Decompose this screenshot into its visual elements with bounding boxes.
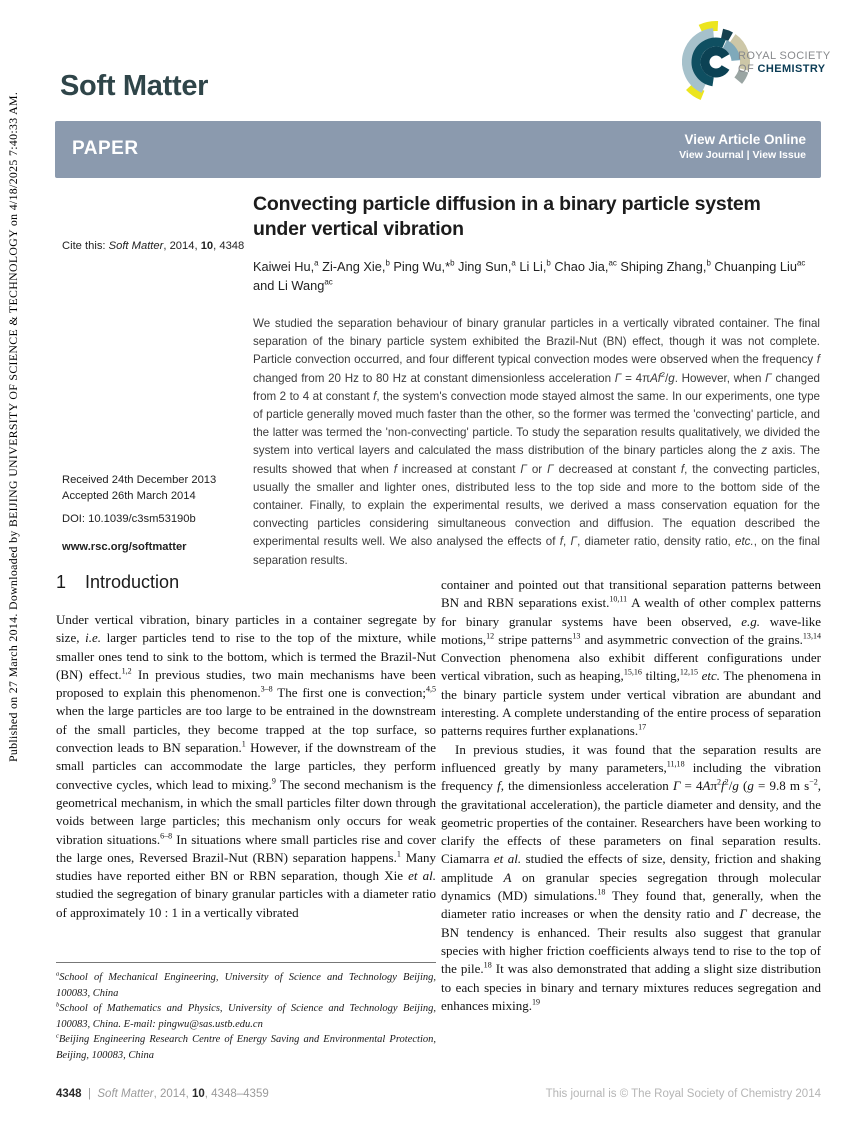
svg-text:OF CHEMISTRY bbox=[738, 63, 826, 75]
rsc-logo-text-of: OF bbox=[738, 63, 758, 75]
article-type-label: PAPER bbox=[72, 138, 139, 159]
doi-line: DOI: 10.1039/c3sm53190b bbox=[62, 513, 196, 525]
footer-page-citation: 4348 | Soft Matter, 2014, 10, 4348–4359 bbox=[56, 1088, 269, 1100]
affiliation-footnotes bbox=[56, 970, 436, 1063]
manuscript-info bbox=[62, 472, 216, 555]
author-list: Kaiwei Hu,$^a$ Zi-Ang Xie,$^b$ Ping Wu,*$^b$ Jing Sun,$^a$ Li Li,$^b$ Chao Jia,$^{ac}$ Shiping Zhang,$^b$ Chuanping Liu$^{ac}$ and Li Wang$^{ac}$ bbox=[253, 258, 806, 293]
intro-paragraph-right-2: In previous studies, it was found that the separation results are influenced greatly by many parameters,$^{11,18}$ including the vibration frequency f, the dimensionless acceleration $\Gamma = 4A\pi^2f^2/g$ (g = 9.8 m $s^{-2}$, the gravitational acceleration), the particle diameter and density, and the geometric properties of the container. Researchers have been working to clarify the effects of these parameters on final separation results. Ciamarra et al. studied the effects of size, density, friction and shaking amplitude A on granular species segregation through molecular dynamics (MD) simulations.$^{18}$ They found that, generally, when the diameter ratio increases or when the density ratio and Γ decrease, the BN tendency is enhanced. Their results also suggest that granular species with higher friction coefficients always tend to rise to the top of the pile.$^{18}$ It was also demonstrated that adding a slight size distribution to each species in binary and ternary mixtures reduces segregation and enhances mixing.$^{19}$ bbox=[441, 741, 822, 1013]
link-separator: | bbox=[743, 149, 753, 161]
article-title: Convecting particle diffusion in a binary particle system under vertical vibration bbox=[253, 193, 761, 240]
view-article-online-link[interactable]: View Article Online bbox=[684, 132, 806, 147]
left-column bbox=[56, 611, 436, 922]
abstract-text: We studied the separation behaviour of binary granular particles in a vertically vibrated container. The final separation of the binary particle system exhibited the Brazil-Nut (BN) effect, though it was not complete. Particle convection occurred, and four different typical convection modes were observed when the frequency f changed from 20 Hz to 80 Hz at constant dimensionless acceleration Γ = 4πAf$^2$/g. However, when Γ changed from 2 to 4 at constant f, the system's convection mode stayed almost the same. In our experiments, one type of particle generally moved much faster than the other, so the former was termed the 'convecting' particle, and the latter was termed the 'non-convecting' particle. To study the separation results qualitatively, we divided the system into vertical layers and calculated the mass distribution of the binary particles along the z axis. The results showed that when f increased at constant Γ or Γ decreased at constant f, the convecting particles, usually the smaller and lighter ones, distributed less to the top side and more to the bottom side of the container. Finally, to explain the experimental results, we derived a mass conservation equation for the convecting particles considering simultaneous convection and diffusion. The equation described the experimental results well. We also analysed the effects of f, Γ, diameter ratio, density ratio, etc., on the final separation results. bbox=[253, 317, 821, 567]
received-date: Received 24th December 2013 bbox=[62, 474, 217, 486]
paper-banner bbox=[55, 121, 821, 178]
intro-paragraph-left: Under vertical vibration, binary particles in a container segregate by size, i.e. larger particles tend to rise to the top of the mixture, while smaller ones tend to sink to the bottom, which is termed the Brazil-Nut (BN) effect.$^{1,2}$ In previous studies, two main mechanisms have been proposed to explain this phenomenon.$^{3-8}$ The first one is convection;$^{4,5}$ when the large particles are too large to be entrained in the downstream of the small particles, they become trapped at the top surface, so convection leads to BN separation.$^1$ However, if the downstream of the small particles can accommodate the large particles, they perform convective cycles, which lead to mixing.$^9$ The second mechanism is the geometrical mechanism, in which the small particles filter down through voids between large particles; this mechanism only occurs for weak vibration situations.$^{6-8}$ In situations where small particles rise and cover the large ones, Reversed Brazil-Nut (RBN) separation happens.$^1$ Many studies have reported either BN or RBN separation, though Xie et al. studied the segregation of binary granular particles with a diameter ratio of approximately 10 : 1 in a vertically vibrated bbox=[56, 612, 436, 920]
accepted-date: Accepted 26th March 2014 bbox=[62, 490, 196, 502]
journal-title: Soft Matter bbox=[60, 70, 209, 102]
published-download-strip: Published on 27 March 2014. Downloaded by BEIJING UNIVERSITY OF SCIENCE & TECHNOLOGY on 4/18/2025 7:40:33 AM. bbox=[6, 91, 20, 762]
right-column bbox=[441, 576, 821, 1015]
journal-website-link[interactable]: www.rsc.org/softmatter bbox=[62, 541, 187, 553]
affiliation-a: $^a$School of Mechanical Engineering, University of Science and Technology Beijing, 100083, China bbox=[56, 970, 436, 999]
footer-copyright: This journal is © The Royal Society of Chemistry 2014 bbox=[545, 1088, 821, 1100]
section-number: 1 bbox=[56, 572, 67, 592]
cite-this-line: Cite this: Soft Matter, 2014, 10, 4348 bbox=[62, 240, 245, 252]
banner-links bbox=[679, 132, 806, 161]
rsc-logo-text-chemistry: CHEMISTRY bbox=[757, 63, 826, 75]
view-journal-link[interactable]: View Journal bbox=[679, 149, 744, 161]
rsc-logo-mark bbox=[682, 14, 764, 110]
section-title: Introduction bbox=[85, 572, 180, 592]
section-heading-introduction bbox=[56, 572, 179, 593]
rsc-logo-text-line1: ROYAL SOCIETY bbox=[738, 50, 831, 62]
intro-paragraph-right-1: container and pointed out that transitional separation patterns between BN and RBN separations exist.$^{10,11}$ A wealth of other complex patterns for binary granular systems have been observed, e.g. wave-like motions,$^{12}$ stripe patterns$^{13}$ and asymmetric convection of the grains.$^{13,14}$ Convection phenomena also exhibit different configurations under vertical vibration, such as heaping,$^{15,16}$ tilting,$^{12,15}$ etc. The phenomena in the binary particle system under vertical vibration are abundant and interesting. A complete understanding of the entire process of separation patterns requires further explanations.$^{17}$ bbox=[441, 577, 822, 739]
footnote-divider bbox=[56, 962, 436, 963]
rsc-logo bbox=[682, 12, 842, 112]
affiliation-b: $^b$School of Mathematics and Physics, University of Science and Technology Beijing, 100083, China. E-mail: pingwu@sas.ustb.edu.cn bbox=[56, 1001, 436, 1030]
view-issue-link[interactable]: View Issue bbox=[752, 149, 806, 161]
affiliation-c: $^c$Beijing Engineering Research Centre of Energy Saving and Environmental Protection, Beijing, 100083, China bbox=[56, 1032, 436, 1061]
view-journal-issue-links bbox=[679, 149, 806, 161]
